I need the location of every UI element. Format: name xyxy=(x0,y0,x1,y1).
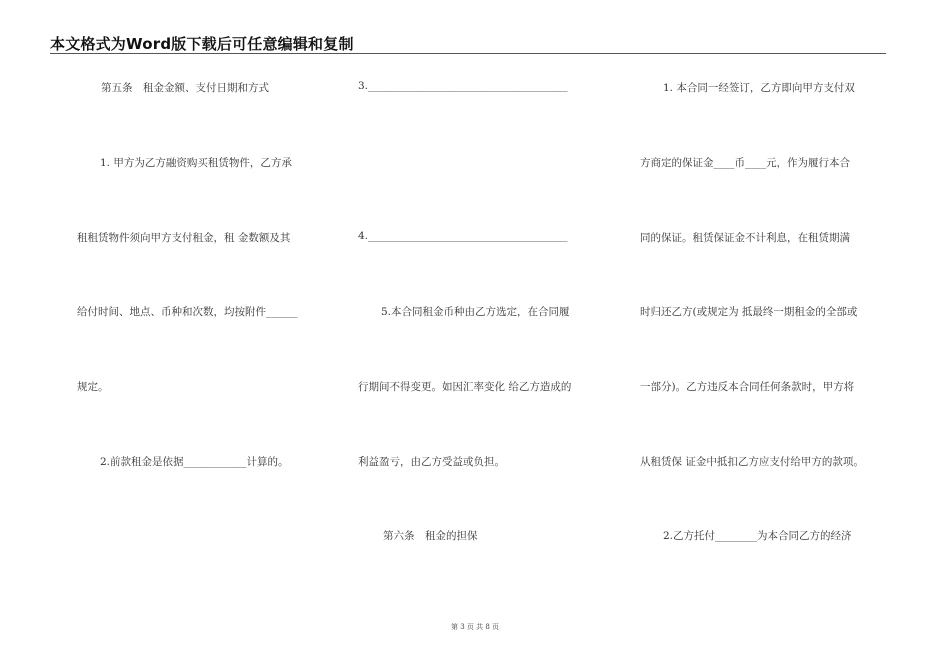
col3-line: 一部分)。乙方违反本合同任何条款时，甲方将 xyxy=(640,381,855,393)
col2-line: 第六条 租金的担保 xyxy=(383,530,478,542)
document-header-title: 本文格式为Word版下载后可任意编辑和复制 xyxy=(50,35,354,53)
col3-line: 方商定的保证金____币____元，作为履行本合 xyxy=(640,157,850,169)
page-number-footer: 第 3 页 共 8 页 xyxy=(450,623,500,631)
col2-line: 利益盈亏，由乙方受益或负担。 xyxy=(358,456,505,468)
col2-line: 5.本合同租金币种由乙方选定，在合同履 xyxy=(381,306,570,318)
col1-line: 第五条 租金金额、支付日期和方式 xyxy=(101,82,269,94)
col1-line: 规定。 xyxy=(77,381,109,393)
col1-line: 给付时间、地点、币种和次数，均按附件______ xyxy=(77,306,298,318)
col1-line: 1. 甲方为乙方融资购买租赁物件，乙方承 xyxy=(100,157,292,169)
col1-line: 租租赁物件须向甲方支付租金，租 金数额及其 xyxy=(77,232,291,244)
col2-line: 4.______________________________________ xyxy=(358,230,568,242)
col3-line: 从租赁保 证金中抵扣乙方应支付给甲方的款项。 xyxy=(640,456,864,468)
col3-line: 2.乙方托付________为本合同乙方的经济 xyxy=(663,530,852,542)
col3-line: 1. 本合同一经签订，乙方即向甲方支付双 xyxy=(663,82,855,94)
col1-line: 2.前款租金是依据____________计算的。 xyxy=(100,456,289,468)
header-divider xyxy=(50,53,886,54)
col3-line: 时归还乙方(或规定为 抵最终一期租金的全部或 xyxy=(640,306,858,318)
col2-line: 3.______________________________________ xyxy=(358,80,568,92)
col2-line: 行期间不得变更。如因汇率变化 给乙方造成的 xyxy=(358,381,572,393)
col3-line: 同的保证。租赁保证金不计利息，在租赁期满 xyxy=(640,232,850,244)
